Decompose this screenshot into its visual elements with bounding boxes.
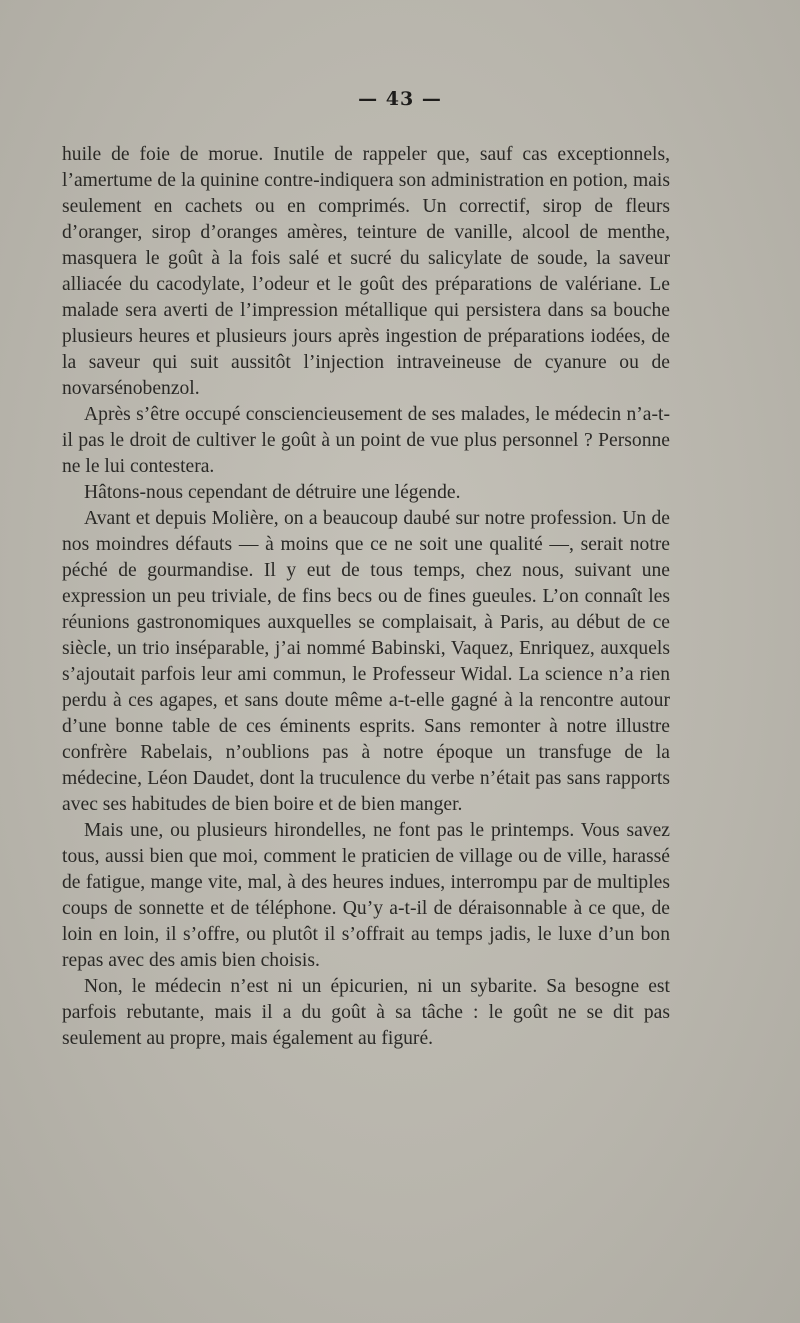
paragraph-5: Mais une, ou plusieurs hirondelles, ne font pas le printemps. Vous savez tous, aussi bien que moi, comment le praticien de village ou de ville, harassé de fatigue, mange vite, mal, à des heures indues, interrompu par de multiples coups de sonnette et de téléphone. Qu’y a-t-il de déraisonnable à ce que, de loin en loin, il s’offre, ou plutôt il s’offrait au temps jadis, le luxe d’un bon repas avec des amis bien choisis. — [62, 820, 670, 971]
paragraph-1: huile de foie de morue. Inutile de rappeler que, sauf cas exceptionnels, l’amertume de la quinine contre-indiquera son administration en potion, mais seulement en cachets ou en comprimés. Un correctif, sirop de fleurs d’oranger, sirop d’oranges amères, teinture de vanille, alcool de menthe, masquera le goût à la fois salé et sucré du salicylate de soude, la saveur alliacée du cacodylate, l’odeur et le goût des préparations de valériane. Le malade sera averti de l’impression métallique qui persistera dans sa bouche plusieurs heures et plusieurs jours après ingestion de préparations iodées, de la saveur qui suit aussitôt l’injection intraveineuse de cyanure ou de novarsénobenzol. — [62, 144, 670, 399]
body-text — [62, 142, 670, 1052]
paragraph-4: Avant et depuis Molière, on a beaucoup daubé sur notre profession. Un de nos moindres défauts — à moins que ce ne soit une qualité —, serait notre péché de gourmandise. Il y eut de tous temps, chez nous, suivant une expression un peu triviale, de fins becs ou de fines gueules. L’on connaît les réunions gastronomiques auxquelles se complaisait, à Paris, au début de ce siècle, un trio inséparable, j’ai nommé Babinski, Vaquez, Enriquez, auxquels s’ajoutait parfois leur ami commun, le Professeur Widal. La science n’a rien perdu à ces agapes, et sans doute même a-t-elle gagné à la rencontre autour d’une bonne table de ces éminents esprits. Sans remonter à notre illustre confrère Rabelais, n’oublions pas à notre époque un transfuge de la médecine, Léon Daudet, dont la truculence du verbe n’était pas sans rapports avec ses habitudes de bien boire et de bien manger. — [62, 508, 670, 815]
paragraph-2: Après s’être occupé consciencieusement de ses malades, le médecin n’a-t-il pas le droit de cultiver le goût à un point de vue plus personnel ? Personne ne le lui contestera. — [62, 404, 670, 477]
paragraph-3: Hâtons-nous cependant de détruire une légende. — [84, 482, 461, 503]
paragraph-6: Non, le médecin n’est ni un épicurien, ni un sybarite. Sa besogne est parfois rebutante, mais il a du goût à sa tâche : le goût ne se dit pas seulement au propre, mais également au figuré. — [62, 976, 670, 1049]
page-number: — 43 — — [358, 88, 442, 110]
